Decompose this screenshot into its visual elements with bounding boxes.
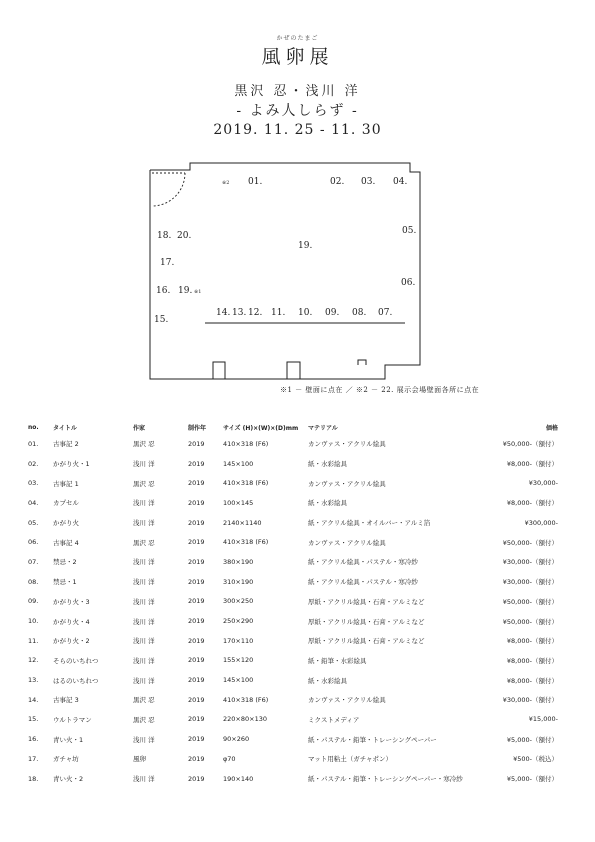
header-no: no.: [28, 423, 39, 431]
cell-size: 410×318 (F6): [223, 439, 269, 448]
cell-size: 410×318 (F6): [223, 479, 269, 488]
cell-title: 青い火・2: [53, 775, 84, 784]
cell-material: 紙・パステル・鉛筆・トレーシングペーパー: [308, 735, 437, 744]
header-artist: 作家: [133, 424, 146, 432]
cell-material: 紙・水彩絵具: [308, 676, 347, 685]
cell-material: 紙・パステル・鉛筆・トレーシングペーパー・寒冷紗: [308, 775, 463, 784]
cell-artist: 浅川 洋: [133, 617, 155, 626]
cell-artist: 浅川 洋: [133, 460, 155, 469]
cell-year: 2019: [188, 597, 205, 606]
cell-year: 2019: [188, 715, 205, 724]
table-row: [28, 690, 558, 710]
cell-size: 220×80×130: [223, 715, 267, 724]
cell-price: ¥30,000-（額付）: [502, 558, 558, 567]
cell-price: ¥8,000-（額付）: [506, 676, 558, 685]
fp-label-18: 18.: [157, 231, 172, 241]
fp-label-11: 11.: [271, 308, 286, 318]
cell-year: 2019: [188, 617, 205, 626]
cell-no: 16.: [28, 735, 39, 744]
cell-year: 2019: [188, 518, 205, 527]
cell-material: 厚紙・アクリル絵具・石膏・アルミなど: [308, 597, 425, 606]
fp-label-09: 09.: [325, 308, 340, 318]
fp-label-03: 03.: [361, 177, 376, 187]
cell-year: 2019: [188, 577, 205, 586]
table-body: [28, 434, 558, 788]
cell-size: 190×140: [223, 774, 254, 783]
fp-label-mark1: ※1: [194, 289, 202, 295]
cell-no: 03.: [28, 479, 39, 488]
cell-no: 12.: [28, 656, 39, 665]
header-year: 制作年: [188, 424, 207, 432]
cell-artist: 浅川 洋: [133, 735, 155, 744]
cell-size: 145×100: [223, 676, 254, 685]
table-row: [28, 592, 558, 612]
cell-price: ¥8,000-（額付）: [506, 637, 558, 646]
cell-year: 2019: [188, 695, 205, 704]
cell-title: 古事記 4: [53, 538, 79, 547]
cell-title: 青い火・1: [53, 735, 84, 744]
fp-label-16: 16.: [156, 286, 171, 296]
cell-material: カンヴァス・アクリル絵具: [308, 696, 386, 705]
artist-names: 黒沢 忍・浅川 洋: [234, 84, 361, 99]
cell-year: 2019: [188, 439, 205, 448]
table-header-row: [28, 420, 558, 434]
cell-size: 155×120: [223, 656, 254, 665]
cell-no: 05.: [28, 518, 39, 527]
cell-material: 厚紙・アクリル絵具・石膏・アルミなど: [308, 617, 425, 626]
fp-label-05: 05.: [402, 226, 417, 236]
cell-no: 15.: [28, 715, 39, 724]
fp-label-20: 20.: [177, 231, 192, 241]
fp-label-12: 12.: [248, 308, 263, 318]
cell-title: ウルトラマン: [53, 715, 92, 724]
cell-price: ¥8,000-（額付）: [506, 460, 558, 469]
fp-label-10: 10.: [298, 308, 313, 318]
cell-price: ¥50,000-（額付）: [502, 538, 558, 547]
table-row: [28, 532, 558, 552]
fp-label-19-center: 19.: [298, 241, 313, 251]
cell-artist: 浅川 洋: [133, 656, 155, 665]
cell-title: 禁忌・1: [53, 578, 77, 587]
cell-artist: 黒沢 忍: [133, 479, 155, 488]
cell-no: 07.: [28, 557, 39, 566]
cell-material: 紙・水彩絵具: [308, 499, 347, 508]
cell-price: ¥5,000-（額付）: [506, 735, 558, 744]
cell-material: ミクストメディア: [308, 715, 360, 724]
cell-material: カンヴァス・アクリル絵具: [308, 479, 386, 488]
cell-no: 14.: [28, 695, 39, 704]
cell-no: 04.: [28, 498, 39, 507]
cell-artist: 黒沢 忍: [133, 538, 155, 547]
table-row: [28, 434, 558, 454]
cell-material: 厚紙・アクリル絵具・石膏・アルミなど: [308, 637, 425, 646]
cell-no: 01.: [28, 439, 39, 448]
cell-title: 古事記 1: [53, 479, 79, 488]
cell-year: 2019: [188, 459, 205, 468]
table-row: [28, 454, 558, 474]
cell-size: 250×290: [223, 617, 254, 626]
floor-plan: [140, 160, 430, 385]
cell-no: 11.: [28, 636, 39, 645]
table-row: [28, 749, 558, 769]
header-size: サイズ (H)×(W)×(D)mm: [223, 424, 299, 432]
cell-year: 2019: [188, 676, 205, 685]
cell-artist: 浅川 洋: [133, 637, 155, 646]
table-row: [28, 729, 558, 749]
cell-material: マット用粘土（ガチャポン）: [308, 755, 393, 764]
cell-artist: 浅川 洋: [133, 519, 155, 528]
table-row: [28, 710, 558, 730]
table-row: [28, 473, 558, 493]
cell-title: 禁忌・2: [53, 558, 77, 567]
cell-year: 2019: [188, 479, 205, 488]
cell-artist: 黒沢 忍: [133, 715, 155, 724]
cell-title: かがり火・1: [53, 460, 90, 469]
table-row: [28, 493, 558, 513]
fp-label-04: 04.: [393, 177, 408, 187]
cell-price: ¥500-（税込）: [513, 755, 558, 764]
cell-no: 17.: [28, 754, 39, 763]
cell-size: 90×260: [223, 735, 250, 744]
cell-year: 2019: [188, 754, 205, 763]
floor-plan-note: ※1 － 壁面に点在 ／ ※2 － 22. 展示会場壁面各所に点在: [280, 386, 480, 394]
exhibition-dates: 2019. 11. 25 - 11. 30: [213, 122, 382, 138]
cell-artist: 浅川 洋: [133, 676, 155, 685]
cell-year: 2019: [188, 735, 205, 744]
fp-label-07: 07.: [378, 308, 393, 318]
cell-price: ¥8,000-（額付）: [506, 499, 558, 508]
cell-artist: 黒沢 忍: [133, 440, 155, 449]
title-ruby: かぜのたまご: [276, 35, 319, 42]
cell-material: 紙・アクリル絵具・オイルバー・アルミ箔: [308, 519, 431, 528]
cell-no: 02.: [28, 459, 39, 468]
cell-price: ¥5,000-（額付）: [506, 775, 558, 784]
fp-label-01: 01.: [248, 177, 263, 187]
cell-size: 2140×1140: [223, 518, 262, 527]
cell-price: ¥300,000-: [524, 518, 558, 527]
fp-label-06: 06.: [401, 278, 416, 288]
cell-material: 紙・鉛筆・水彩絵具: [308, 656, 367, 665]
cell-size: 380×190: [223, 557, 254, 566]
cell-year: 2019: [188, 557, 205, 566]
cell-title: そらのいちれつ: [53, 656, 99, 665]
header-price: 価格: [545, 424, 558, 432]
header-title: タイトル: [53, 424, 77, 432]
table-row: [28, 631, 558, 651]
cell-year: 2019: [188, 656, 205, 665]
cell-material: 紙・水彩絵具: [308, 460, 347, 469]
cell-year: 2019: [188, 774, 205, 783]
table-row: [28, 611, 558, 631]
cell-size: φ70: [223, 754, 236, 763]
cell-price: ¥50,000-（額付）: [502, 597, 558, 606]
cell-size: 410×318 (F6): [223, 538, 269, 547]
cell-price: ¥50,000-（額付）: [502, 440, 558, 449]
cell-title: ガチャ坊: [53, 755, 79, 764]
cell-price: ¥8,000-（額付）: [506, 656, 558, 665]
cell-title: 古事記 3: [53, 696, 79, 705]
cell-no: 08.: [28, 577, 39, 586]
cell-no: 13.: [28, 676, 39, 685]
exhibition-subtitle: - よみ人しらず -: [236, 103, 359, 119]
cell-artist: 風卵: [133, 755, 146, 764]
fp-label-17: 17.: [160, 258, 175, 268]
cell-price: ¥30,000-: [528, 479, 558, 488]
cell-price: ¥15,000-: [528, 715, 558, 724]
cell-material: カンヴァス・アクリル絵具: [308, 538, 386, 547]
table-row: [28, 670, 558, 690]
cell-size: 100×145: [223, 498, 254, 507]
cell-title: かがり火: [53, 519, 79, 528]
cell-price: ¥50,000-（額付）: [502, 617, 558, 626]
cell-price: ¥30,000-（額付）: [502, 696, 558, 705]
cell-artist: 浅川 洋: [133, 499, 155, 508]
cell-title: はるのいちれつ: [53, 676, 99, 685]
cell-material: カンヴァス・アクリル絵具: [308, 440, 386, 449]
cell-artist: 浅川 洋: [133, 597, 155, 606]
cell-title: かがり火・3: [53, 597, 90, 606]
cell-title: カプセル: [53, 499, 79, 508]
table-row: [28, 769, 558, 789]
cell-material: 紙・アクリル絵具・パステル・寒冷紗: [308, 578, 418, 587]
cell-price: ¥30,000-（額付）: [502, 578, 558, 587]
cell-size: 170×110: [223, 636, 254, 645]
cell-year: 2019: [188, 538, 205, 547]
fp-label-13: 13.: [232, 308, 247, 318]
fp-label-08: 08.: [352, 308, 367, 318]
floor-plan-walls: [150, 163, 420, 379]
door-swing: [152, 173, 185, 206]
fp-label-02: 02.: [330, 177, 345, 187]
table-row: [28, 513, 558, 533]
cell-artist: 黒沢 忍: [133, 696, 155, 705]
cell-size: 145×100: [223, 459, 254, 468]
cell-artist: 浅川 洋: [133, 578, 155, 587]
cell-material: 紙・アクリル絵具・パステル・寒冷紗: [308, 558, 418, 567]
cell-artist: 浅川 洋: [133, 775, 155, 784]
cell-no: 18.: [28, 774, 39, 783]
cell-size: 310×190: [223, 577, 254, 586]
cell-no: 09.: [28, 597, 39, 606]
artwork-table: [28, 420, 558, 788]
table-row: [28, 572, 558, 592]
header-material: マテリアル: [308, 424, 338, 432]
table-row: [28, 552, 558, 572]
fp-label-15: 15.: [154, 315, 169, 325]
fp-label-mark2: ※2: [222, 180, 230, 186]
cell-year: 2019: [188, 498, 205, 507]
cell-artist: 浅川 洋: [133, 558, 155, 567]
cell-size: 300×250: [223, 597, 254, 606]
cell-no: 10.: [28, 617, 39, 626]
cell-title: かがり火・4: [53, 617, 90, 626]
exhibition-title: 風卵展: [261, 46, 334, 68]
fp-label-19-side: 19.: [178, 286, 193, 296]
cell-title: かがり火・2: [53, 637, 90, 646]
table-row: [28, 651, 558, 671]
cell-year: 2019: [188, 636, 205, 645]
cell-title: 古事記 2: [53, 440, 79, 449]
fp-label-14: 14.: [216, 308, 231, 318]
cell-no: 06.: [28, 538, 39, 547]
cell-size: 410×318 (F6): [223, 695, 269, 704]
